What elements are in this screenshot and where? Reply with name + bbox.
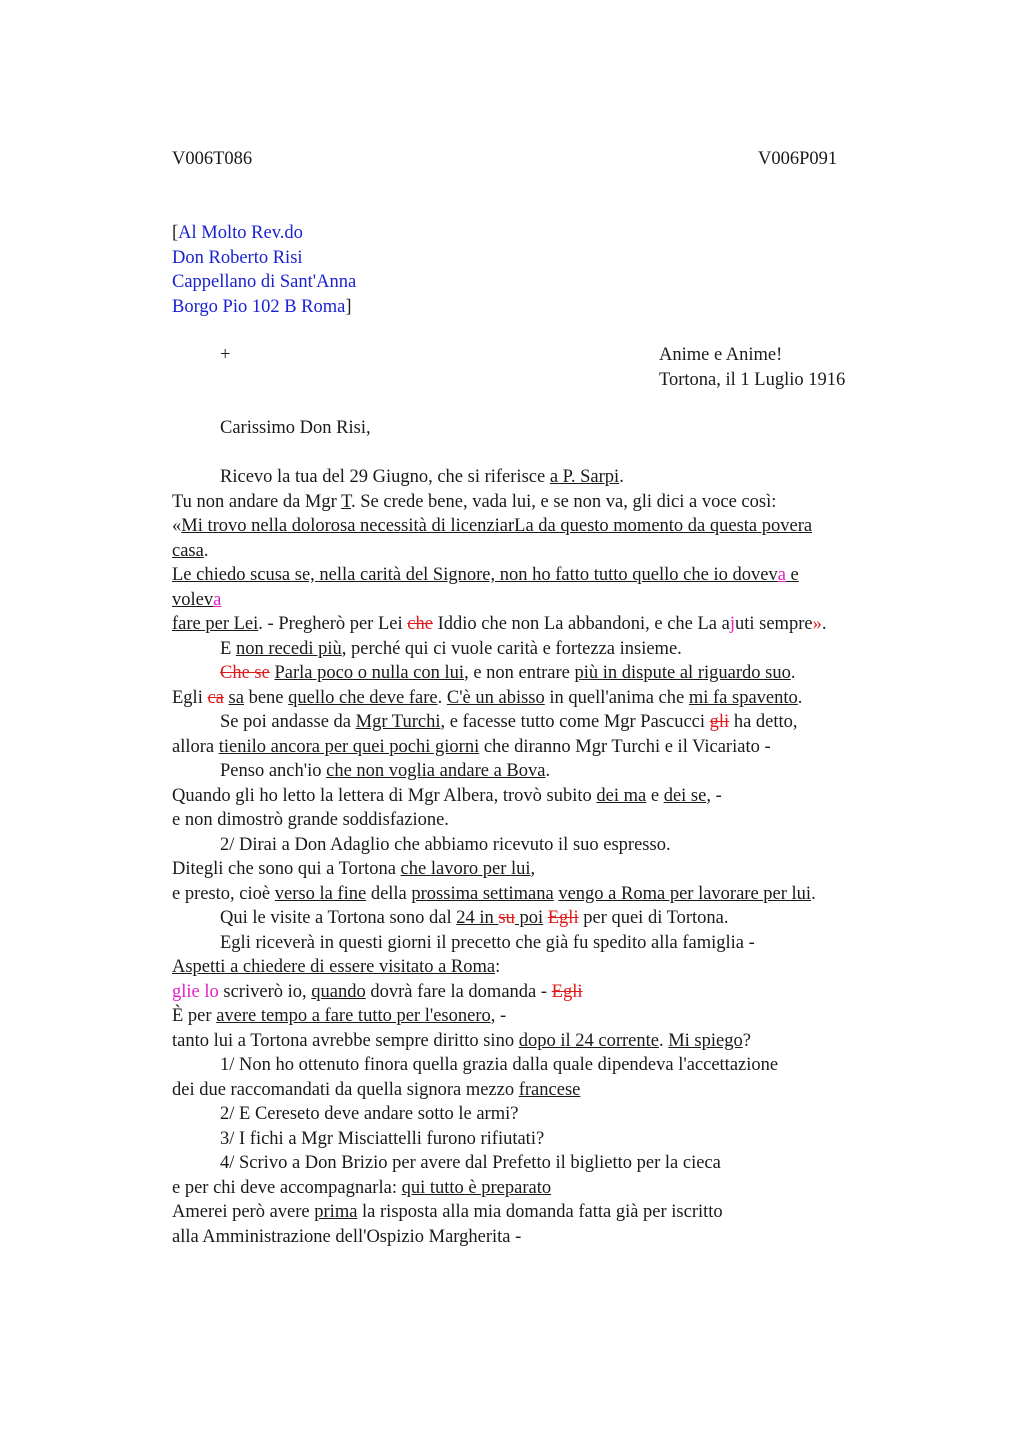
underlined-text: quando [311,981,366,1002]
motto: Anime e Anime! [659,345,783,365]
cross-symbol: + [220,345,231,365]
text-segment: . [797,687,803,708]
text-segment: , e facesse tutto come Mgr Pascucci [440,712,710,732]
text-segment: . [619,467,624,487]
letter-line [172,1029,902,1054]
underlined-text: tienilo ancora per quei pochi giorni [218,736,480,757]
underlined-text: e [785,565,799,585]
text-segment: 4/ Scrivo a Don Brizio per avere dal Prefetto il biglietto per la cieca [220,1153,721,1173]
letter-line [172,931,902,956]
letter-body [172,465,902,1249]
text-segment: . [790,663,796,683]
letter-line [172,1102,902,1127]
text-segment: . [437,687,447,708]
struck-text: che [407,614,433,634]
text-segment: , - [706,785,722,806]
letter-line [172,588,902,613]
struck-text: su [498,908,515,928]
text-segment: ha detto, [729,712,798,732]
document-code-left: V006T086 [172,149,253,169]
underlined-text: che non voglia andare a Bova [326,761,546,781]
underlined-text: volev [172,589,214,610]
underlined-text: dei se [663,785,707,806]
text-segment: Amerei però avere [172,1202,315,1222]
text-segment: bene [243,687,289,708]
letter-line [172,980,902,1005]
text-segment: . [203,540,209,561]
text-segment: . [658,1030,669,1051]
letter-line [172,710,902,735]
text-segment: , e non entrare [464,663,575,683]
text-segment: . [821,614,827,634]
underlined-text: Mgr Turchi [355,712,441,732]
underlined-text: fare per Lei [172,614,259,634]
underlined-text: a P. Sarpi [549,467,620,487]
underlined-text: che lavoro per lui [400,859,531,879]
text-segment: in quell'anima che [544,687,689,708]
underlined-text: francese [518,1079,581,1100]
address-block [172,221,356,319]
letter-line [172,686,902,711]
underlined-text: prima [314,1202,358,1222]
underlined-text: dei ma [596,785,647,806]
letter-line [172,882,902,907]
text-segment: e per chi deve accompagnarla: [172,1177,402,1198]
underlined-text: Aspetti a chiedere di essere visitato a Roma [172,957,496,977]
letter-line [172,514,902,539]
underlined-text: verso la fine [274,883,367,904]
underlined-text: poi [514,908,544,928]
underlined-text: vengo a Roma per lavorare per lui [558,883,812,904]
text-segment: della [366,883,412,904]
letter-line [172,833,902,858]
text-segment: 2/ E Cereseto deve andare sotto le armi? [220,1104,519,1124]
letter-line [172,759,902,784]
address-line-1-text: Al Molto Rev.do [178,223,303,243]
struck-text: Egli [547,908,579,928]
text-segment: E [220,638,236,659]
letter-line [172,808,902,833]
letter-line [172,465,902,490]
close-bracket: ] [345,296,352,317]
underlined-text: prossima settimana [411,883,554,904]
document-code-right: V006P091 [758,149,838,169]
letter-line [172,1078,902,1103]
text-segment: tanto lui a Tortona avrebbe sempre diritto sino [172,1030,519,1051]
address-line-1 [172,221,356,246]
letter-line [172,857,902,882]
underlined-text: Mi trovo nella dolorosa necessità di licenziarLa da questo momento da questa povera [181,516,813,536]
underlined-text: T [341,491,351,512]
underlined-text: Parla poco o nulla con lui [274,663,465,683]
underlined-text: avere tempo a fare tutto per l'esonero [216,1006,491,1026]
address-line-4-text: Borgo Pio 102 B Roma [172,296,346,317]
underlined-text: C'è un abisso [446,687,545,708]
letter-line [172,906,902,931]
letter-line [172,955,902,980]
address-line-2: Don Roberto Risi [172,247,303,268]
struck-text: gli [709,712,730,732]
text-segment: che diranno Mgr Turchi e il Vicariato - [479,736,771,757]
colored-text: » [812,614,822,634]
letter-line [172,1127,902,1152]
place-date: Tortona, il 1 Luglio 1916 [659,369,846,390]
address-line-3: Cappellano di Sant'Anna [172,272,357,292]
text-segment: Iddio che non La abbandoni, e che La a [432,614,730,634]
colored-text: glie lo [172,981,219,1002]
text-segment: . Se crede bene, vada lui, e se non va, gli dici a voce così: [351,491,777,512]
text-segment: ? [742,1030,751,1051]
underlined-text: Le chiedo scusa se, nella carità del Signore, non ho fatto tutto quello che io dovev [172,565,778,585]
text-segment: Se poi andasse da [220,712,356,732]
text-segment: Ricevo la tua del 29 Giugno, che si riferisce [220,467,550,487]
struck-text: Che se [220,663,270,683]
underlined-text: quello che deve fare [288,687,438,708]
letter-line [172,661,902,686]
text-segment: uti sempre [734,614,813,634]
underlined-text: sa [228,687,244,708]
text-segment: la risposta alla mia domanda fatta già per iscritto [357,1202,723,1222]
text-segment: alla Amministrazione dell'Ospizio Margherita - [172,1226,522,1247]
text-segment: Quando gli ho letto la lettera di Mgr Albera, trovò subito [172,785,597,806]
text-segment: allora [172,736,219,757]
underlined-text: Mi spiego [668,1030,743,1051]
underlined-text: più in dispute al riguardo suo [574,663,791,683]
underlined-text: a [213,589,222,610]
open-bracket: [ [172,223,179,243]
text-segment: Egli riceverà in questi giorni il precetto che già fu spedito alla famiglia - [220,932,755,953]
underlined-text: 24 in [456,908,499,928]
text-segment: Penso anch'io [220,761,327,781]
letter-line [172,612,902,637]
text-segment: 2/ Dirai a Don Adaglio che abbiamo ricevuto il suo espresso. [220,834,671,855]
letter-line [172,1004,902,1029]
letter-line [172,1200,902,1225]
motto-and-date [659,343,845,392]
text-segment: dei due raccomandati da quella signora mezzo [172,1079,519,1100]
text-segment: scriverò io, [218,981,312,1002]
text-segment: , - [490,1006,507,1026]
letter-line [172,1151,902,1176]
text-segment: e presto, cioè [172,883,275,904]
underlined-text: qui tutto è preparato [401,1177,552,1198]
letter-line [172,490,902,515]
text-segment: per quei di Tortona. [578,908,729,928]
text-segment: , [530,859,536,879]
underlined-text: a [777,565,786,585]
letter-line [172,539,902,564]
text-segment: e [646,785,664,806]
letter-line [172,1225,902,1250]
address-line-4 [172,295,356,320]
letter-line [172,1053,902,1078]
underlined-text: mi fa spavento [688,687,798,708]
letter-line [172,563,902,588]
struck-text: Egli [551,981,583,1002]
underlined-text: non recedi più [235,638,342,659]
text-segment: 1/ Non ho ottenuto finora quella grazia dalla quale dipendeva l'accettazione [220,1055,779,1075]
underlined-text: casa [172,540,204,561]
text-segment: dovrà fare la domanda - [365,981,552,1002]
text-segment: . [545,761,551,781]
text-segment: . - Pregherò per Lei [258,614,408,634]
letter-line [172,637,902,662]
text-segment: , perché qui ci vuole carità e fortezza insieme. [341,638,682,659]
letter-line [172,735,902,760]
letter-line [172,784,902,809]
letter-line [172,1176,902,1201]
text-segment: È per [172,1006,217,1026]
text-segment: Qui le visite a Tortona sono dal [220,908,457,928]
text-segment: e non dimostrò grande soddisfazione. [172,810,449,830]
struck-text: ca [207,687,224,708]
text-segment: : [495,957,501,977]
underlined-text: dopo il 24 corrente [518,1030,659,1051]
colored-text: j [729,614,735,634]
text-segment: 3/ I fichi a Mgr Misciattelli furono rifiutati? [220,1128,545,1149]
text-segment: . [811,883,816,904]
text-segment: « [172,516,182,536]
text-segment: Egli [172,687,208,708]
greeting: Carissimo Don Risi, [220,418,371,438]
text-segment: Tu non andare da Mgr [172,491,342,512]
text-segment: Ditegli che sono qui a Tortona [172,859,401,879]
